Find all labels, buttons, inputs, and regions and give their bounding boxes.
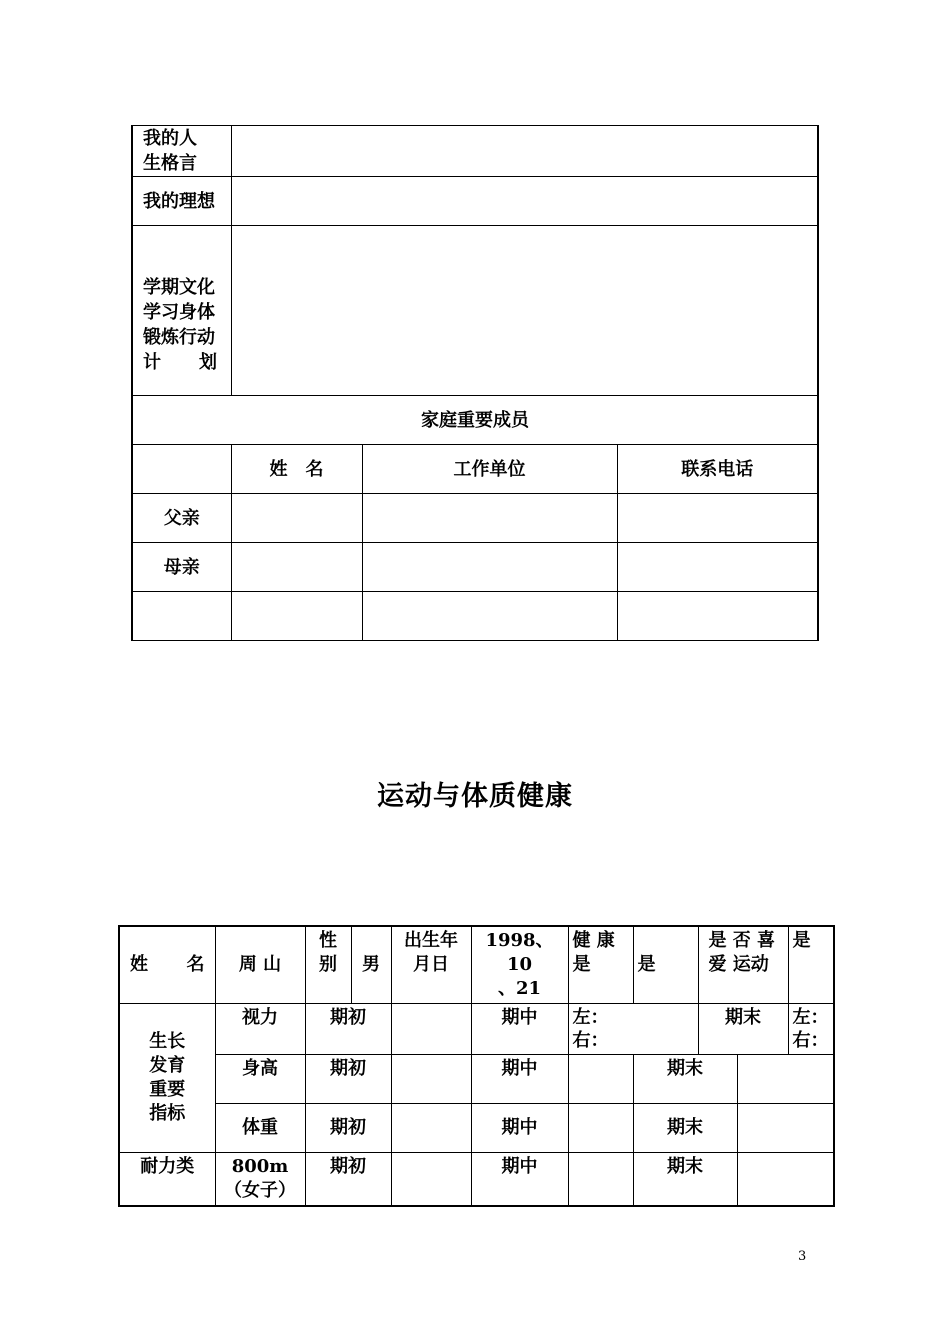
profile-table: [131, 125, 819, 641]
mother-phone-field[interactable]: [617, 543, 818, 592]
ideal-label: 我的理想: [132, 177, 231, 226]
likes-sport-label: 是 否 喜 爱 运动: [698, 926, 788, 1004]
col-name-header: 姓 名: [231, 445, 362, 494]
height-mid-field[interactable]: [568, 1055, 633, 1104]
run-start-label: 期初: [305, 1153, 391, 1207]
motto-label: 我的人 生格言: [132, 126, 231, 177]
gender-label: 性 别: [305, 926, 351, 1004]
weight-end-label: 期末: [633, 1104, 737, 1153]
plan-label: 学期文化 学习身体 锻炼行动 计 划: [132, 226, 231, 396]
family-header: 家庭重要成员: [132, 396, 818, 445]
vision-mid-label: 期中: [471, 1004, 568, 1055]
run-mid-label: 期中: [471, 1153, 568, 1207]
run-end-field[interactable]: [737, 1153, 834, 1207]
weight-start-field[interactable]: [391, 1104, 471, 1153]
endurance-label: 耐力类: [119, 1153, 215, 1207]
vision-label: 视力: [215, 1004, 305, 1055]
vision-start-field[interactable]: [391, 1004, 471, 1055]
birth-value[interactable]: 1998、10 、21: [471, 926, 568, 1004]
height-end-field[interactable]: [737, 1055, 834, 1104]
extra-phone-field[interactable]: [617, 592, 818, 641]
mother-label: 母亲: [132, 543, 231, 592]
plan-field[interactable]: [231, 226, 818, 396]
vision-end-field[interactable]: 左： 右：: [788, 1004, 834, 1055]
weight-mid-label: 期中: [471, 1104, 568, 1153]
father-label: 父亲: [132, 494, 231, 543]
likes-sport-value[interactable]: 是: [788, 926, 834, 1004]
birth-label: 出生年 月日: [391, 926, 471, 1004]
height-start-label: 期初: [305, 1055, 391, 1104]
father-name-field[interactable]: [231, 494, 362, 543]
weight-end-field[interactable]: [737, 1104, 834, 1153]
health-table: [118, 925, 835, 1207]
gender-value[interactable]: 男: [351, 926, 391, 1004]
weight-mid-field[interactable]: [568, 1104, 633, 1153]
run-800m-label: 800m （女子）: [215, 1153, 305, 1207]
ideal-field[interactable]: [231, 177, 818, 226]
healthy-label: 健 康 是: [568, 926, 633, 1004]
growth-indicators-label: 生长 发育 重要 指标: [119, 1004, 215, 1153]
healthy-value[interactable]: 是: [633, 926, 698, 1004]
name-label: 姓 名: [119, 926, 215, 1004]
extra-work-field[interactable]: [362, 592, 617, 641]
vision-start-label: 期初: [305, 1004, 391, 1055]
run-end-label: 期末: [633, 1153, 737, 1207]
mother-name-field[interactable]: [231, 543, 362, 592]
height-mid-label: 期中: [471, 1055, 568, 1104]
col-phone-header: 联系电话: [617, 445, 818, 494]
weight-label: 体重: [215, 1104, 305, 1153]
height-label: 身高: [215, 1055, 305, 1104]
height-end-label: 期末: [633, 1055, 737, 1104]
family-corner-cell: [132, 445, 231, 494]
run-mid-field[interactable]: [568, 1153, 633, 1207]
motto-field[interactable]: [231, 126, 818, 177]
father-phone-field[interactable]: [617, 494, 818, 543]
page-number: 3: [798, 1249, 807, 1264]
extra-member-label[interactable]: [132, 592, 231, 641]
mother-work-field[interactable]: [362, 543, 617, 592]
father-work-field[interactable]: [362, 494, 617, 543]
height-start-field[interactable]: [391, 1055, 471, 1104]
extra-name-field[interactable]: [231, 592, 362, 641]
run-start-field[interactable]: [391, 1153, 471, 1207]
weight-start-label: 期初: [305, 1104, 391, 1153]
vision-end-label: 期末: [698, 1004, 788, 1055]
vision-mid-field[interactable]: 左： 右：: [568, 1004, 698, 1055]
name-value[interactable]: 周 山: [215, 926, 305, 1004]
col-work-header: 工作单位: [362, 445, 617, 494]
section-title: 运动与体质健康: [377, 781, 573, 812]
